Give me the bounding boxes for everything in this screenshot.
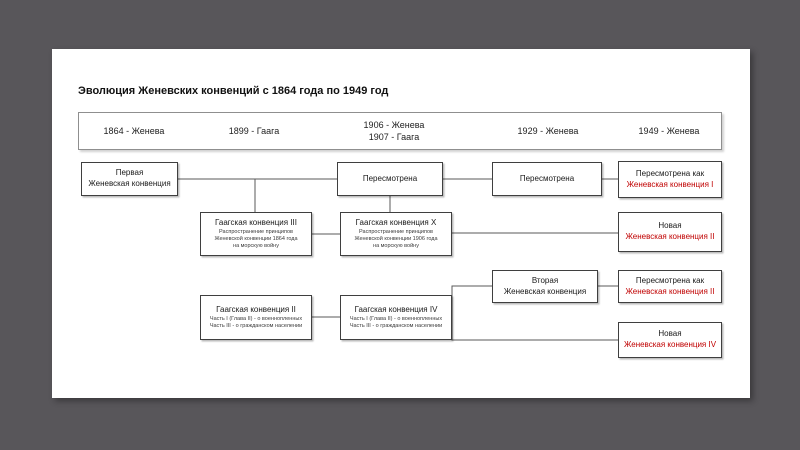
timeline-label-line: 1929 - Женева	[517, 125, 579, 136]
timeline-label-line: 1906 - Женева	[363, 119, 425, 130]
timeline-label-line: 1949 - Женева	[638, 125, 700, 136]
box-line: Новая	[658, 221, 682, 231]
box-line: Вторая	[531, 275, 559, 285]
box-line: Новая	[658, 329, 682, 339]
box-description-line: на морскую войну	[233, 242, 279, 249]
timeline-label-line: 1899 - Гаага	[228, 125, 280, 136]
timeline-label-line: 1864 - Женева	[103, 125, 165, 136]
box-line-red: Женевская конвенция II	[625, 286, 715, 296]
diagram-box-hague-convention-10	[340, 212, 452, 256]
box-description-line: Женевской конвенции 1864 года	[214, 235, 298, 242]
box-title: Гаагская конвенция IV	[354, 304, 438, 314]
box-description-line: Распространение принципов	[359, 228, 433, 235]
box-line-red: Женевская конвенция II	[625, 232, 715, 241]
box-line-red: Женевская конвенция IV	[623, 340, 717, 349]
diagram-box-hague-convention-3	[200, 212, 312, 256]
diagram-box-new-geneva-convention-4	[618, 322, 722, 358]
timeline-label-line: 1907 - Гаага	[368, 132, 420, 142]
box-title: Гаагская конвенция II	[216, 304, 296, 314]
diagram-box-hague-convention-2	[200, 295, 312, 340]
box-description-line: Часть III - о гражданском населении	[209, 322, 303, 329]
box-line: Пересмотрена	[519, 173, 575, 183]
box-line: Женевская конвенция	[503, 286, 587, 296]
box-line: Пересмотрена	[362, 173, 418, 183]
slide-canvas[interactable]	[52, 49, 750, 398]
box-description-line: Часть I (Глава II) - о военнопленных	[349, 315, 443, 322]
box-line: Пересмотрена как	[635, 168, 705, 178]
slide-title: Эволюция Женевских конвенций с 1864 года по 1949 год	[78, 85, 389, 97]
timeline-label-1864-geneva	[104, 113, 165, 149]
timeline-label-1949-geneva	[639, 113, 700, 149]
diagram-box-revised-as-geneva-convention-1	[618, 161, 722, 198]
timeline-label-1906-1907	[364, 113, 425, 149]
box-line: Первая	[115, 168, 144, 178]
box-title: Гаагская конвенция III	[215, 217, 297, 227]
box-description-line: Женевской конвенции 1906 года	[354, 235, 438, 242]
timeline-band	[78, 112, 722, 150]
diagram-box-hague-convention-4	[340, 295, 452, 340]
diagram-box-revised-as-geneva-convention-2	[618, 270, 722, 303]
box-description-line: Распространение принципов	[219, 228, 293, 235]
diagram-box-first-geneva-convention	[81, 162, 178, 196]
timeline-label-1929-geneva	[518, 113, 579, 149]
box-line: Женевская конвенция	[88, 179, 171, 188]
diagram-box-new-geneva-convention-2	[618, 212, 722, 252]
box-title: Гаагская конвенция X	[355, 217, 437, 227]
box-line: Пересмотрена как	[635, 275, 705, 285]
box-description-line: Часть I (Глава II) - о военнопленных	[209, 315, 303, 322]
timeline-label-1899-hague	[229, 113, 280, 149]
box-line-red: Женевская конвенция I	[626, 179, 714, 189]
diagram-box-second-geneva-convention	[492, 270, 598, 303]
box-description-line: Часть III - о гражданском населении	[349, 322, 443, 329]
box-description-line: на морскую войну	[373, 242, 419, 249]
diagram-box-revised-1929	[492, 162, 602, 196]
diagram-box-revised-1906	[337, 162, 443, 196]
